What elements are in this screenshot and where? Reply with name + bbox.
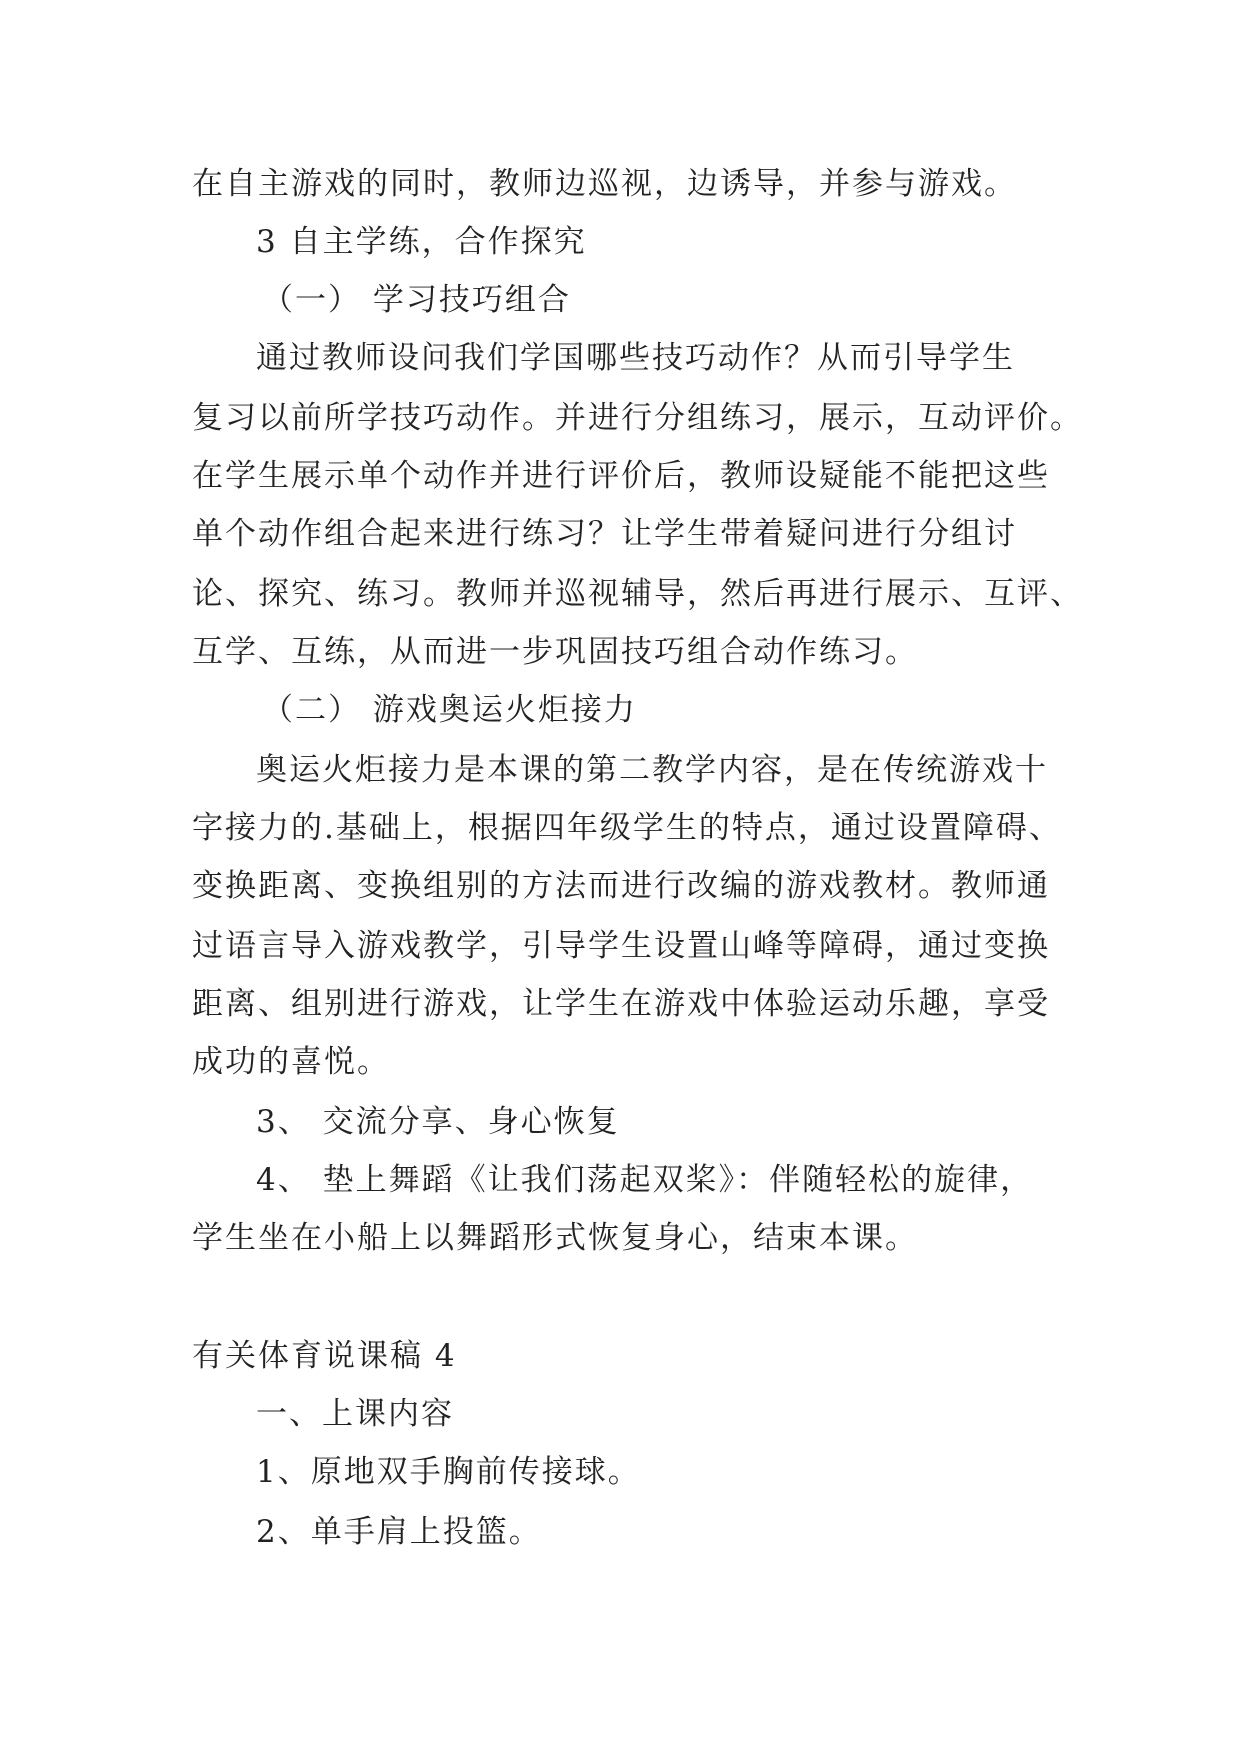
list-item: 4、 垫上舞蹈《让我们荡起双桨》：伴随轻松的旋律， <box>256 1162 1034 1198</box>
list-item: 1、原地双手胸前传接球。 <box>256 1454 641 1490</box>
paragraph-line: 成功的喜悦。 <box>192 1044 390 1080</box>
paragraph-line: 论、探究、练习。教师并巡视辅导，然后再进行展示、互评、 <box>192 576 1083 612</box>
subsection-heading: （二） 游戏奥运火炬接力 <box>262 692 637 728</box>
subsection-heading: （一） 学习技巧组合 <box>262 282 571 318</box>
paragraph-line: 在学生展示单个动作并进行评价后，教师设疑能不能把这些 <box>192 458 1050 494</box>
paragraph-line: 学生坐在小船上以舞蹈形式恢复身心，结束本课。 <box>192 1220 918 1256</box>
section-title: 有关体育说课稿 4 <box>192 1338 457 1374</box>
list-item: 3、 交流分享、身心恢复 <box>256 1104 620 1140</box>
paragraph-line: 复习以前所学技巧动作。并进行分组练习，展示，互动评价。 <box>192 400 1083 436</box>
paragraph-line: 距离、组别进行游戏，让学生在游戏中体验运动乐趣，享受 <box>192 986 1050 1022</box>
section-heading: 3 自主学练，合作探究 <box>256 224 587 260</box>
paragraph-line: 互学、互练，从而进一步巩固技巧组合动作练习。 <box>192 634 918 670</box>
section-heading: 一、上课内容 <box>256 1396 454 1432</box>
paragraph-line: 过语言导入游戏教学，引导学生设置山峰等障碍，通过变换 <box>192 928 1050 964</box>
paragraph-line: 变换距离、变换组别的方法而进行改编的游戏教材。教师通 <box>192 868 1050 904</box>
paragraph-line: 字接力的.基础上，根据四年级学生的特点，通过设置障碍、 <box>192 810 1062 846</box>
paragraph-line: 通过教师设问我们学国哪些技巧动作？从而引导学生 <box>256 340 1015 376</box>
list-item: 2、单手肩上投篮。 <box>256 1514 542 1550</box>
paragraph-line: 奥运火炬接力是本课的第二教学内容，是在传统游戏十 <box>256 752 1048 788</box>
paragraph-line: 在自主游戏的同时，教师边巡视，边诱导，并参与游戏。 <box>192 166 1017 202</box>
paragraph-line: 单个动作组合起来进行练习？让学生带着疑问进行分组讨 <box>192 516 1017 552</box>
